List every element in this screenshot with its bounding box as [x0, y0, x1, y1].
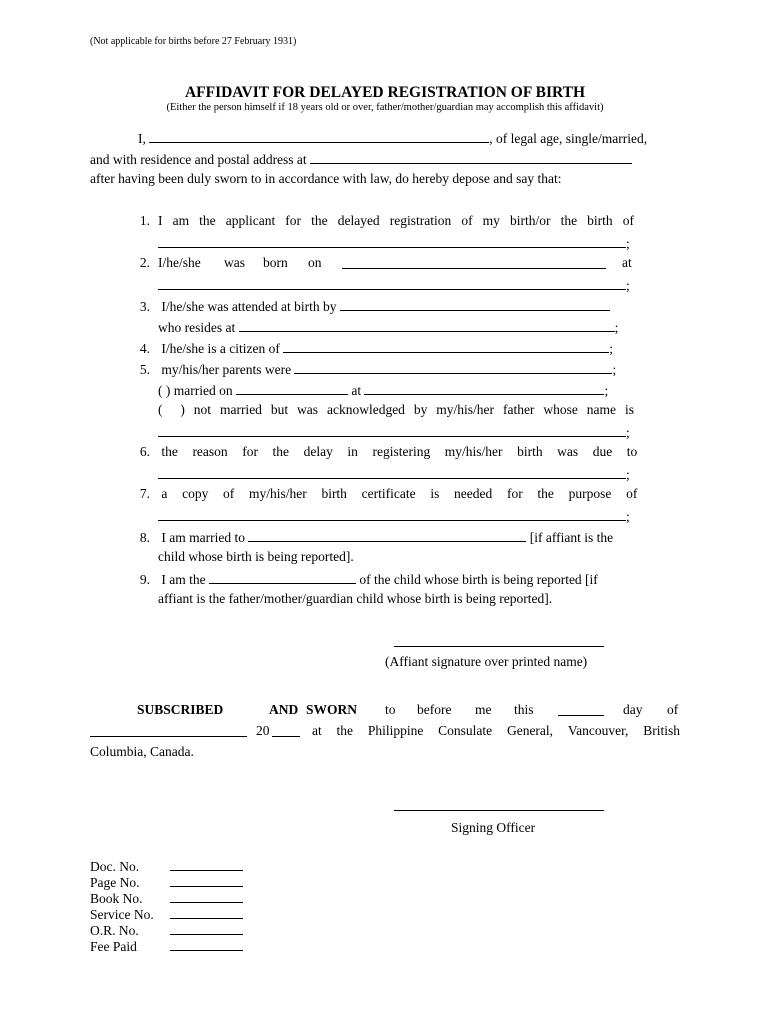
birth-place-field[interactable]	[158, 276, 626, 290]
doc-no-field[interactable]	[170, 857, 243, 871]
item-1-field[interactable]	[158, 234, 626, 248]
jurat-location-word: Consulate	[438, 723, 493, 738]
item-3: 3. I/he/she was attended at birth by	[130, 297, 635, 315]
item-1-text: I am the applicant for the delayed registration of my birth/or the birth of	[158, 213, 634, 228]
intro-line-2	[90, 150, 632, 168]
jurat-location-word: British	[643, 723, 680, 738]
book-no-field[interactable]	[170, 889, 243, 903]
attendant-field[interactable]	[340, 297, 610, 311]
jurat-location	[312, 723, 680, 739]
fee-paid-field[interactable]	[170, 937, 243, 951]
item-6: 6. the reason for the delay in registering my/his/her birth was due to	[139, 444, 638, 459]
item-5a: ( ) married on at ;	[158, 383, 609, 398]
jurat-location-word: Philippine	[367, 723, 424, 738]
jurat-location-word: the	[336, 723, 354, 738]
month-field[interactable]	[90, 723, 247, 737]
jurat-line-1: SUBSCRIBED AND SWORN to before me this day of	[137, 702, 679, 717]
or-no-field[interactable]	[170, 921, 243, 935]
service-no-row: Service No.	[90, 905, 243, 923]
jurat-location-word: at	[312, 723, 322, 738]
father-name-field[interactable]	[158, 423, 626, 437]
intro-legal-age: , of legal age, single/married,	[489, 131, 648, 146]
jurat-location-word: Vancouver,	[567, 723, 629, 738]
affiant-caption: (Affiant signature over printed name)	[385, 654, 588, 669]
attendant-residence-field[interactable]	[239, 318, 615, 332]
intro-sworn: after having been duly sworn to in accordance with law, do hereby depose and say that:	[90, 171, 562, 186]
item-8-continuation: child whose birth is being reported].	[158, 549, 354, 564]
day-field[interactable]	[558, 702, 604, 716]
item-6-continuation: ;	[158, 465, 634, 483]
birth-date-field[interactable]	[342, 255, 606, 269]
document-subtitle: (Either the person himself if 18 years old or over, father/mother/guardian may accomplish this affidavit)	[166, 102, 604, 113]
item-7: 7. a copy of my/his/her birth certificate is needed for the purpose of	[139, 486, 638, 501]
or-no-row: O.R. No.	[90, 921, 243, 939]
book-no-row: Book No.	[90, 889, 243, 907]
doc-no-row: Doc. No.	[90, 857, 243, 875]
fee-paid-row: Fee Paid	[90, 937, 243, 955]
item-9: 9. I am the of the child whose birth is being reported [if	[139, 572, 598, 587]
intro-residence: and with residence and postal address at	[90, 152, 307, 167]
affiant-signature-line[interactable]	[394, 632, 604, 647]
intro-i: I,	[138, 131, 146, 146]
item-3-continuation: who resides at ;	[158, 320, 619, 335]
item-5b-continuation: ;	[158, 423, 634, 441]
item-5b: ( ) not married but was acknowledged by my/his/her father whose name is	[158, 402, 634, 417]
item-9-continuation: affiant is the father/mother/guardian child whose birth is being reported].	[158, 591, 553, 606]
item-1-continuation: ;	[158, 234, 634, 252]
marriage-place-field[interactable]	[364, 381, 604, 395]
year-field[interactable]	[272, 723, 300, 737]
delay-reason-field[interactable]	[158, 465, 626, 479]
officer-signature-line[interactable]	[394, 796, 604, 811]
affiant-name-field[interactable]	[149, 129, 489, 143]
purpose-field[interactable]	[158, 507, 626, 521]
page-no-field[interactable]	[170, 873, 243, 887]
intro-line-1	[138, 129, 647, 147]
parents-field[interactable]	[294, 360, 612, 374]
document-title: AFFIDAVIT FOR DELAYED REGISTRATION OF BIRTH	[184, 84, 586, 101]
jurat-location-2: Columbia, Canada.	[90, 744, 194, 759]
residence-address-field[interactable]	[310, 150, 632, 164]
page-no-row: Page No.	[90, 873, 243, 891]
relationship-field[interactable]	[209, 570, 356, 584]
signing-officer-caption: Signing Officer	[451, 820, 536, 835]
jurat-location-word: General,	[506, 723, 554, 738]
spouse-name-field[interactable]	[248, 528, 526, 542]
item-7-continuation: ;	[158, 507, 634, 525]
marriage-date-field[interactable]	[236, 381, 348, 395]
item-1: 1. I am the applicant for the delayed registration of my birth/or the birth of	[139, 213, 634, 228]
item-5: 5. my/his/her parents were ;	[139, 362, 617, 377]
item-4: 4. I/he/she is a citizen of ;	[139, 341, 613, 356]
item-8: 8. I am married to [if affiant is the	[139, 530, 614, 545]
item-2-continuation: ;	[158, 276, 634, 294]
jurat-line-2: 20 at the Philippine Consulate General, Vancouver, British	[90, 723, 680, 741]
item-2: 2. I/he/she was born on at	[139, 255, 632, 270]
citizenship-field[interactable]	[283, 339, 609, 353]
header-note: (Not applicable for births before 27 February 1931)	[90, 36, 297, 47]
service-no-field[interactable]	[170, 905, 243, 919]
